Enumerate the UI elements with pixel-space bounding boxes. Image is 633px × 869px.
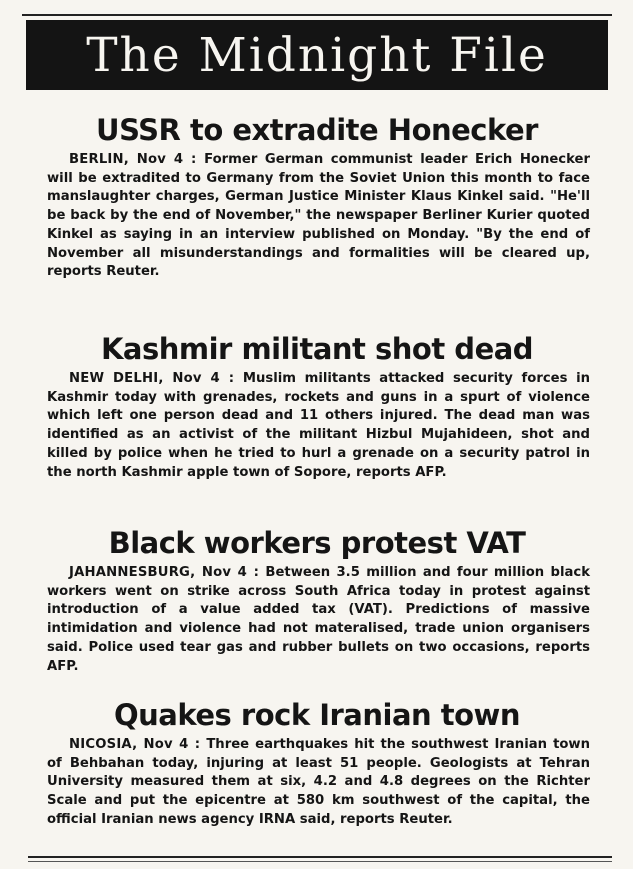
bottom-rule bbox=[28, 856, 612, 858]
news-story-kashmir bbox=[22, 332, 612, 482]
masthead-title: The Midnight File bbox=[86, 27, 548, 83]
story-headline: Kashmir militant shot dead bbox=[100, 332, 534, 366]
story-text: Former German communist leader Erich Honecker will be extradited to Germany from the Soviet Union this month to face manslaughter charges, German Justice Minister Klaus Kinkel said. "He'll be back by the end of November," the newspaper Berliner Kurier quoted Kinkel as saying in an interview published on Monday. "By the end of November all misunderstandings and formalities will be cleared up, reports Reuter. bbox=[47, 152, 590, 280]
story-dateline: BERLIN, Nov 4 : bbox=[69, 152, 197, 167]
bottom-rule-thin bbox=[28, 861, 612, 862]
story-text: Between 3.5 million and four million black workers went on strike across South Africa today in protest against introduction of a value added tax (VAT). Predictions of massive intimidation and violence had not materalised, trade union organisers said. Police used tear gas and rubber bullets on two occasions, reports AFP. bbox=[47, 565, 590, 674]
story-headline: Quakes rock Iranian town bbox=[114, 698, 520, 732]
top-rule bbox=[22, 14, 612, 16]
story-dateline: NEW DELHI, Nov 4 : bbox=[69, 371, 235, 386]
story-body bbox=[22, 564, 612, 676]
story-body bbox=[22, 736, 612, 830]
story-body bbox=[22, 151, 612, 282]
news-story-vat bbox=[22, 526, 612, 676]
story-text: Muslim militants attacked security forces in Kashmir today with grenades, rockets and guns in a spurt of violence which left one person dead and 11 others injured. The dead man was identified as an activist of the militant Hizbul Mujahideen, shot and killed by police when he tried to hurl a grenade on a security patrol in the north Kashmir apple town of Sopore, reports AFP. bbox=[47, 371, 590, 480]
story-dateline: JAHANNESBURG, Nov 4 : bbox=[69, 565, 260, 580]
story-headline: Black workers protest VAT bbox=[108, 526, 526, 560]
news-story-honecker bbox=[22, 113, 612, 282]
newspaper-clipping bbox=[22, 0, 612, 869]
story-headline: USSR to extradite Honecker bbox=[96, 113, 538, 147]
story-body bbox=[22, 370, 612, 482]
news-story-quakes bbox=[22, 698, 612, 830]
story-text: Three earthquakes hit the southwest Iranian town of Behbahan today, injuring at least 51 people. Geologists at Tehran University measured them at six, 4.2 and 4.8 degrees on the Richter Scale and put the epicentre at 580 km southwest of the capital, the official Iranian news agency IRNA said, reports Reuter. bbox=[47, 737, 591, 827]
story-dateline: NICOSIA, Nov 4 : bbox=[69, 737, 201, 752]
masthead-banner bbox=[26, 20, 608, 90]
